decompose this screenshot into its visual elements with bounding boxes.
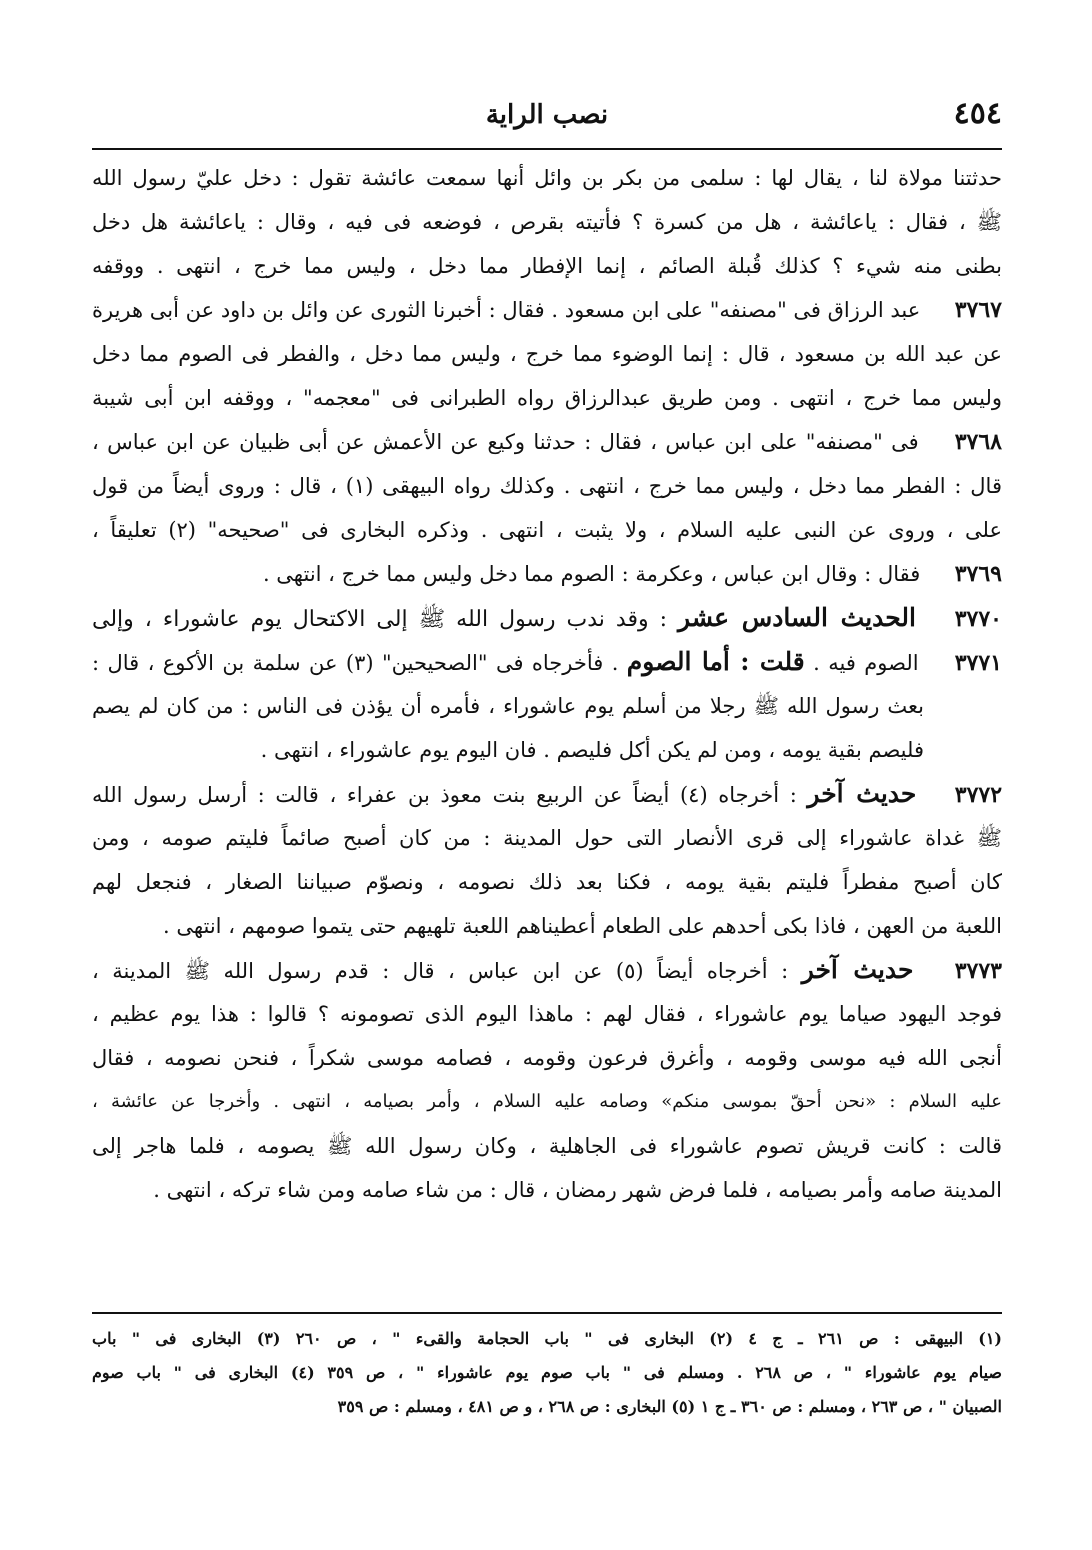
text-line: عن عبد الله بن مسعود ، قال : إنما الوضوء مما خرج ، وليس مما دخل ، والفطر فى الصوم مما دخل <box>92 342 1002 366</box>
main-text <box>92 156 1002 1212</box>
footnote-line: صيام يوم عاشوراء " ، ص ٢٦٨ . ومسلم فى " باب صوم يوم عاشوراء " ، ص ٣٥٩ (٤) البخارى فى " باب صوم <box>92 1363 1003 1382</box>
page-number: ٤٥٤ <box>953 96 1002 131</box>
book-title: نصب الراية <box>485 100 609 130</box>
header-rule <box>92 148 1002 150</box>
text-line: كان أصبح مفطراً فليتم بقية يومه ، فكنا بعد ذلك نصومه ، ونصوّم صبياننا الصغار ، فنجعل لهم <box>92 870 1002 894</box>
text-line: ٣٧٦٧ عبد الرزاق فى "مصنفه" على ابن مسعود . فقال : أخبرنا الثورى عن وائل بن داود عن أبى هريرة <box>92 288 1002 332</box>
line-number: ٣٧٧٢ <box>954 782 1003 808</box>
line-number: ٣٧٦٧ <box>954 297 1002 323</box>
line-number: ٣٧٧١ <box>954 650 1002 676</box>
footnote-line: (١) البيهقى : ص ٢٦١ ـ ج ٤ (٢) البخارى فى " باب الحجامة والقىء " ، ص ٢٦٠ (٣) البخارى فى " باب <box>92 1329 1002 1348</box>
text-line: اللعبة من العهن ، فاذا بكى أحدهم على الطعام أعطيناهم اللعبة تلهيهم حتى يتموا صومهم ، انتهى . <box>162 914 1002 938</box>
hadith-title: حديث آخر <box>801 955 914 984</box>
footnotes <box>92 1322 1002 1424</box>
text-line: فوجد اليهود صياما يوم عاشوراء ، فقال لهم : ماهذا اليوم الذى تصومونه ؟ قالوا : هذا يوم عظيم ، <box>92 1002 1002 1026</box>
line-number: ٣٧٧٣ <box>954 958 1002 984</box>
qult-heading: قلت : أما الصوم <box>626 647 805 676</box>
line-number: ٣٧٦٩ <box>954 561 1002 587</box>
text-line: ٣٧٦٩ فقال : وقال ابن عباس ، وعكرمة : الصوم مما دخل وليس مما خرج ، انتهى . <box>92 552 1002 596</box>
text-line: على ، وروى عن النبى عليه السلام ، ولا يثبت ، انتهى . وذكره البخارى فى "صحيحه" (٢) تعليقاً ، <box>92 518 1002 542</box>
text-line: ٣٧٧١ الصوم فيه . قلت : أما الصوم . فأخرجاه فى "الصحيحين" (٣) عن سلمة بن الأكوع ، قال : <box>92 640 1002 684</box>
text-line: قال : الفطر مما دخل ، وليس مما خرج ، انتهى . وكذلك رواه البيهقى (١) ، قال : وروى أيضاً من قول <box>92 474 1002 498</box>
text-line: بعث رسول الله ﷺ رجلا من أسلم يوم عاشوراء ، فأمره أن يؤذن فى الناس : من كان لم يصم <box>92 694 924 718</box>
text-line: أنجى الله فيه موسى وقومه ، وأغرق فرعون وقومه ، فصامه موسى شكراً ، فنحن نصومه ، فقال <box>92 1046 1002 1070</box>
text-line: المدينة صامه وأمر بصيامه ، فلما فرض شهر رمضان ، قال : من شاء صامه ومن شاء تركه ، انتهى . <box>153 1178 1002 1202</box>
text-line: بطنى منه شيء ؟ كذلك قُبلة الصائم ، إنما الإفطار مما دخل ، وليس مما خرج ، انتهى . ووقفه <box>92 254 1002 278</box>
text-line: ﷺ غداة عاشوراء إلى قرى الأنصار التى حول المدينة : من كان أصبح صائماً فليتم صومه ، ومن <box>92 826 1002 850</box>
hadith-heading: ٣٧٧٢ حديث آخر : أخرجاه (٤) أيضاً عن الربيع بنت معوذ بن عفراء ، قالت : أرسل رسول الله <box>92 772 1002 816</box>
text-line: وليس مما خرج ، انتهى . ومن طريق عبدالرزاق رواه الطبرانى فى "معجمه" ، ووقفه ابن أبى شيبة <box>92 386 1002 410</box>
text-line: عليه السلام : «نحن أحقّ بموسى منكم» وصامه عليه السلام ، وأمر بصيامه ، انتهى . وأخرجا عن عائشة ، <box>92 1091 1002 1112</box>
footnote-rule <box>92 1312 1002 1314</box>
page-header <box>92 96 1002 140</box>
text-line: ﷺ ، فقال : ياعائشة ، هل من كسرة ؟ فأتيته بقرص ، فوضعه فى فيه ، وقال : ياعائشة هل دخل <box>92 210 1002 234</box>
footnote-line: الصبيان " ، ص ٢٦٣ ، ومسلم : ص ٣٦٠ ـ ج ١ (٥) البخارى : ص ٢٦٨ ، و ص ٤٨١ ، ومسلم : ص ٣٥٩ <box>337 1397 1002 1416</box>
hadith-title: الحديث السادس عشر <box>678 603 916 632</box>
text-line: ٣٧٦٨ فى "مصنفه" على ابن عباس ، فقال : حدثنا وكيع عن الأعمش عن أبى ظبيان عن ابن عباس ، <box>92 420 1002 464</box>
hadith-heading: ٣٧٧٣ حديث آخر : أخرجاه أيضاً (٥) عن ابن عباس ، قال : قدم رسول الله ﷺ المدينة ، <box>92 948 1002 992</box>
line-number: ٣٧٦٨ <box>954 429 1002 455</box>
line-number: ٣٧٧٠ <box>954 606 1002 632</box>
text-line: قالت : كانت قريش تصوم عاشوراء فى الجاهلية ، وكان رسول الله ﷺ يصومه ، فلما هاجر إلى <box>92 1134 1002 1158</box>
text-line: فليصم بقية يومه ، ومن لم يكن أكل فليصم . فان اليوم يوم عاشوراء ، انتهى . <box>260 738 924 762</box>
text-line: حدثتنا مولاة لنا ، يقال لها : سلمى من بكر بن وائل أنها سمعت عائشة تقول : دخل عليّ رسول الله <box>92 166 1002 190</box>
hadith-title: حديث آخر <box>807 779 917 808</box>
hadith-heading: ٣٧٧٠ الحديث السادس عشر : وقد ندب رسول الله ﷺ إلى الاكتحال يوم عاشوراء ، وإلى <box>92 596 1002 640</box>
